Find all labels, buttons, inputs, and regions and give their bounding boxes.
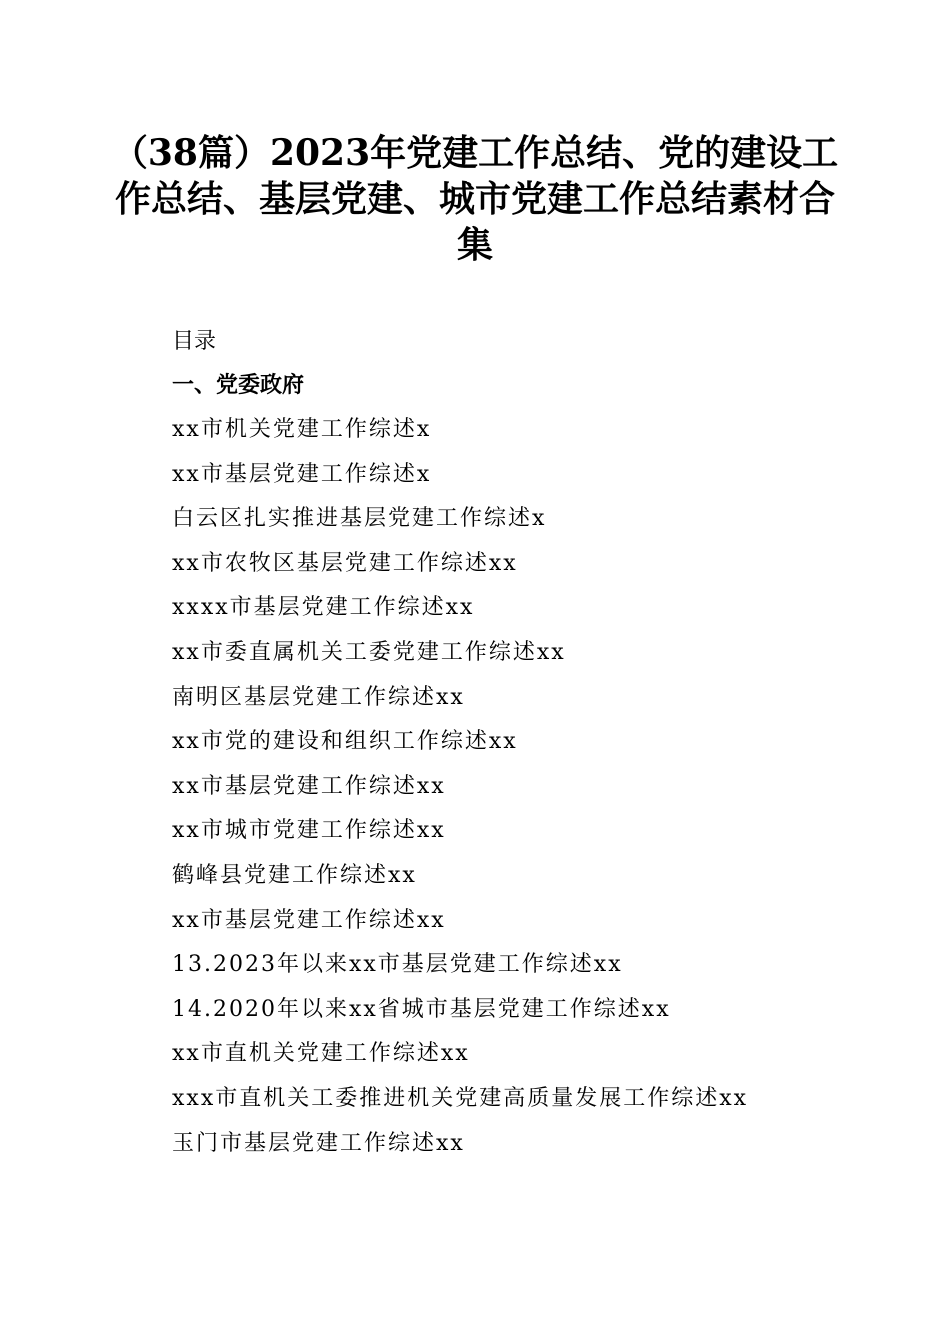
toc-item: xx市基层党建工作综述xx [172,907,446,933]
toc-item: xx市党的建设和组织工作综述xx [172,729,518,755]
toc-item: xx市委直属机关工委党建工作综述xx [172,639,566,665]
title-line-3: 集 [456,224,493,266]
toc-item: xxxx市基层党建工作综述xx [172,595,475,621]
toc-item: xx市城市党建工作综述xx [172,818,446,844]
toc-item: xxx市直机关工委推进机关党建高质量发展工作综述xx [172,1085,749,1111]
toc-item: 13.2023年以来xx市基层党建工作综述xx [172,952,623,978]
toc-item: xx市直机关党建工作综述xx [172,1041,470,1067]
toc-item: xx市农牧区基层党建工作综述xx [172,550,518,576]
table-of-contents [172,320,872,1166]
toc-list [172,408,872,1166]
toc-heading: 目录 [172,329,217,354]
title-line-2: 作总结、基层党建、城市党建工作总结素材合 [114,178,835,220]
toc-item: xx市基层党建工作综述xx [172,773,446,799]
toc-item: 鹤峰县党建工作综述xx [172,862,417,888]
toc-item: xx市基层党建工作综述x [172,461,432,487]
toc-item: 玉门市基层党建工作综述xx [172,1130,465,1156]
toc-item: 14.2020年以来xx省城市基层党建工作综述xx [172,996,671,1022]
title-line-1: （38篇）2023年党建工作总结、党的建设工 [111,132,839,174]
toc-section-heading: 一、党委政府 [172,373,305,398]
document-title [100,130,850,268]
toc-item: 白云区扎实推进基层党建工作综述x [172,506,547,532]
toc-item: 南明区基层党建工作综述xx [172,684,465,710]
toc-item: xx市机关党建工作综述x [172,417,432,442]
